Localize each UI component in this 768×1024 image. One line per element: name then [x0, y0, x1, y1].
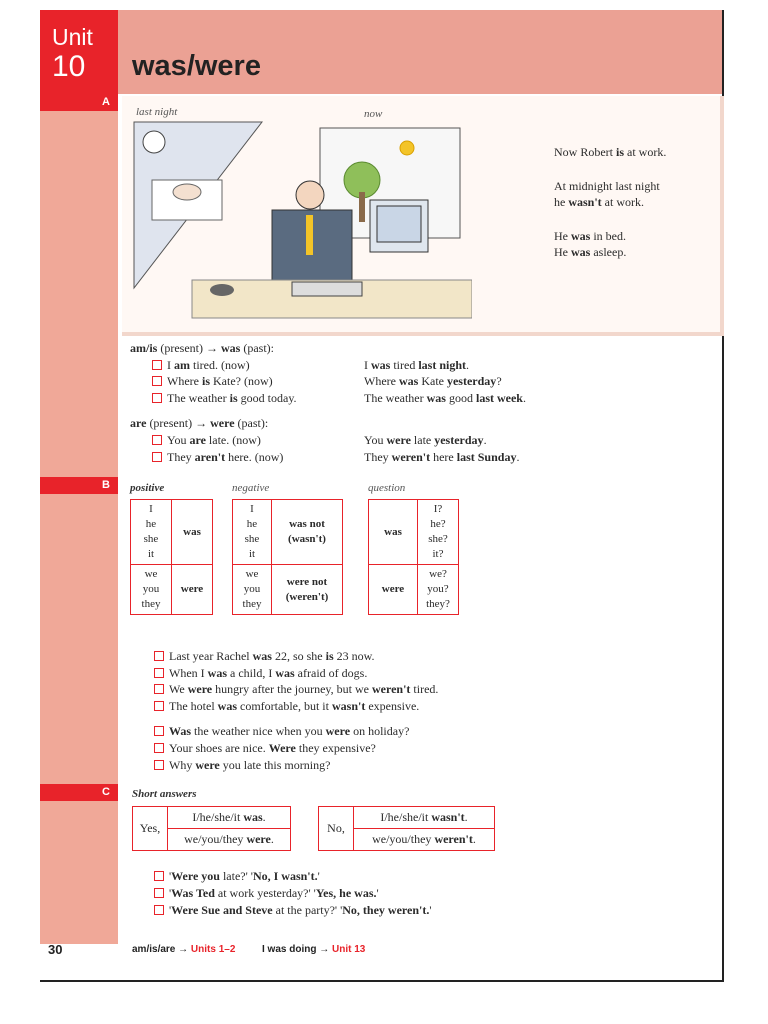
example-b1-3: We were hungry after the journey, but we weren't tired.: [154, 681, 438, 697]
amis-right-3: The weather was good last week.: [364, 391, 526, 405]
example-b1-1: Last year Rachel was 22, so she is 23 now.: [154, 648, 375, 664]
short-answers-no-table: [318, 806, 495, 851]
negative-label: negative: [232, 482, 270, 494]
label-now: now: [364, 108, 383, 120]
short-answers-yes-table: [132, 806, 291, 851]
amis-heading: am/is (present) → was (past):: [130, 341, 274, 355]
example-c-2: 'Was Ted at work yesterday?' 'Yes, he was.': [154, 885, 379, 901]
question-cell-plural: we? you? they?: [418, 565, 459, 615]
are-left-2: They aren't here. (now): [152, 449, 283, 465]
unit-badge: [40, 10, 118, 94]
story-line-1: Now Robert is at work.: [554, 145, 667, 159]
label-last-night: last night: [136, 106, 178, 118]
header-band: [40, 10, 722, 94]
was-not-cell: was not (wasn't): [272, 500, 343, 565]
positive-label: positive: [130, 482, 165, 494]
example-b1-4: The hotel was comfortable, but it wasn't expensive.: [154, 698, 419, 714]
story-line-3: he wasn't at work.: [554, 195, 644, 209]
yes-row-2: we/you/they were.: [168, 829, 291, 851]
page-number: 30: [48, 942, 63, 957]
unit-word: Unit: [52, 24, 93, 50]
amis-left-3: The weather is good today.: [152, 390, 297, 406]
section-label-c: C: [40, 784, 118, 801]
section-label-b: B: [40, 477, 118, 494]
unit-number: 10: [52, 50, 86, 83]
side-margin: [40, 94, 118, 944]
example-b2-3: Why were you late this morning?: [154, 757, 330, 773]
story-line-4: He was in bed.: [554, 229, 627, 243]
pronoun-cell-plural: we you they: [233, 565, 272, 615]
office-illustration: [132, 120, 472, 320]
amis-right-1: I was tired last night.: [364, 358, 470, 372]
question-table: [368, 499, 459, 615]
cross-reference-2: I was doing → Unit 13: [262, 944, 366, 955]
illustration-box: [122, 96, 724, 336]
positive-table: [130, 499, 213, 615]
amis-left-1: I am tired. (now): [152, 357, 250, 373]
example-c-3: 'Were Sue and Steve at the party?' 'No, they weren't.': [154, 902, 432, 918]
question-label: question: [368, 482, 406, 494]
was-cell: was: [369, 500, 418, 565]
link-unit-13[interactable]: Unit 13: [332, 944, 366, 955]
are-right-1: You were late yesterday.: [364, 433, 487, 447]
were-not-cell: were not (weren't): [272, 565, 343, 615]
yes-cell: Yes,: [133, 807, 168, 851]
question-cell-singular: I? he? she? it?: [418, 500, 459, 565]
were-cell: were: [172, 565, 213, 615]
page-title: was/were: [132, 50, 261, 82]
amis-left-2: Where is Kate? (now): [152, 373, 273, 389]
example-c-1: 'Were you late?' 'No, I wasn't.': [154, 868, 320, 884]
are-left-1: You are late. (now): [152, 432, 261, 448]
story-line-5: He was asleep.: [554, 245, 627, 259]
pronoun-cell-plural: we you they: [131, 565, 172, 615]
link-units-1-2[interactable]: Units 1–2: [190, 944, 236, 955]
negative-table: [232, 499, 343, 615]
was-cell: was: [172, 500, 213, 565]
are-right-2: They weren't here last Sunday.: [364, 450, 520, 464]
no-cell: No,: [319, 807, 354, 851]
page: [40, 10, 724, 982]
section-label-a: A: [40, 94, 118, 111]
no-row-2: we/you/they weren't.: [354, 829, 495, 851]
example-b1-2: When I was a child, I was afraid of dogs.: [154, 665, 367, 681]
pronoun-cell-singular: I he she it: [131, 500, 172, 565]
short-answers-label: Short answers: [132, 788, 197, 800]
amis-right-2: Where was Kate yesterday?: [364, 374, 502, 388]
pronoun-cell-singular: I he she it: [233, 500, 272, 565]
story-line-2: At midnight last night: [554, 179, 660, 193]
example-b2-2: Your shoes are nice. Were they expensive?: [154, 740, 376, 756]
cross-reference-1: am/is/are → Units 1–2: [132, 944, 236, 955]
are-heading: are (present) → were (past):: [130, 416, 269, 430]
yes-row-1: I/he/she/it was.: [168, 807, 291, 829]
were-cell: were: [369, 565, 418, 615]
example-b2-1: Was the weather nice when you were on holiday?: [154, 723, 409, 739]
no-row-1: I/he/she/it wasn't.: [354, 807, 495, 829]
